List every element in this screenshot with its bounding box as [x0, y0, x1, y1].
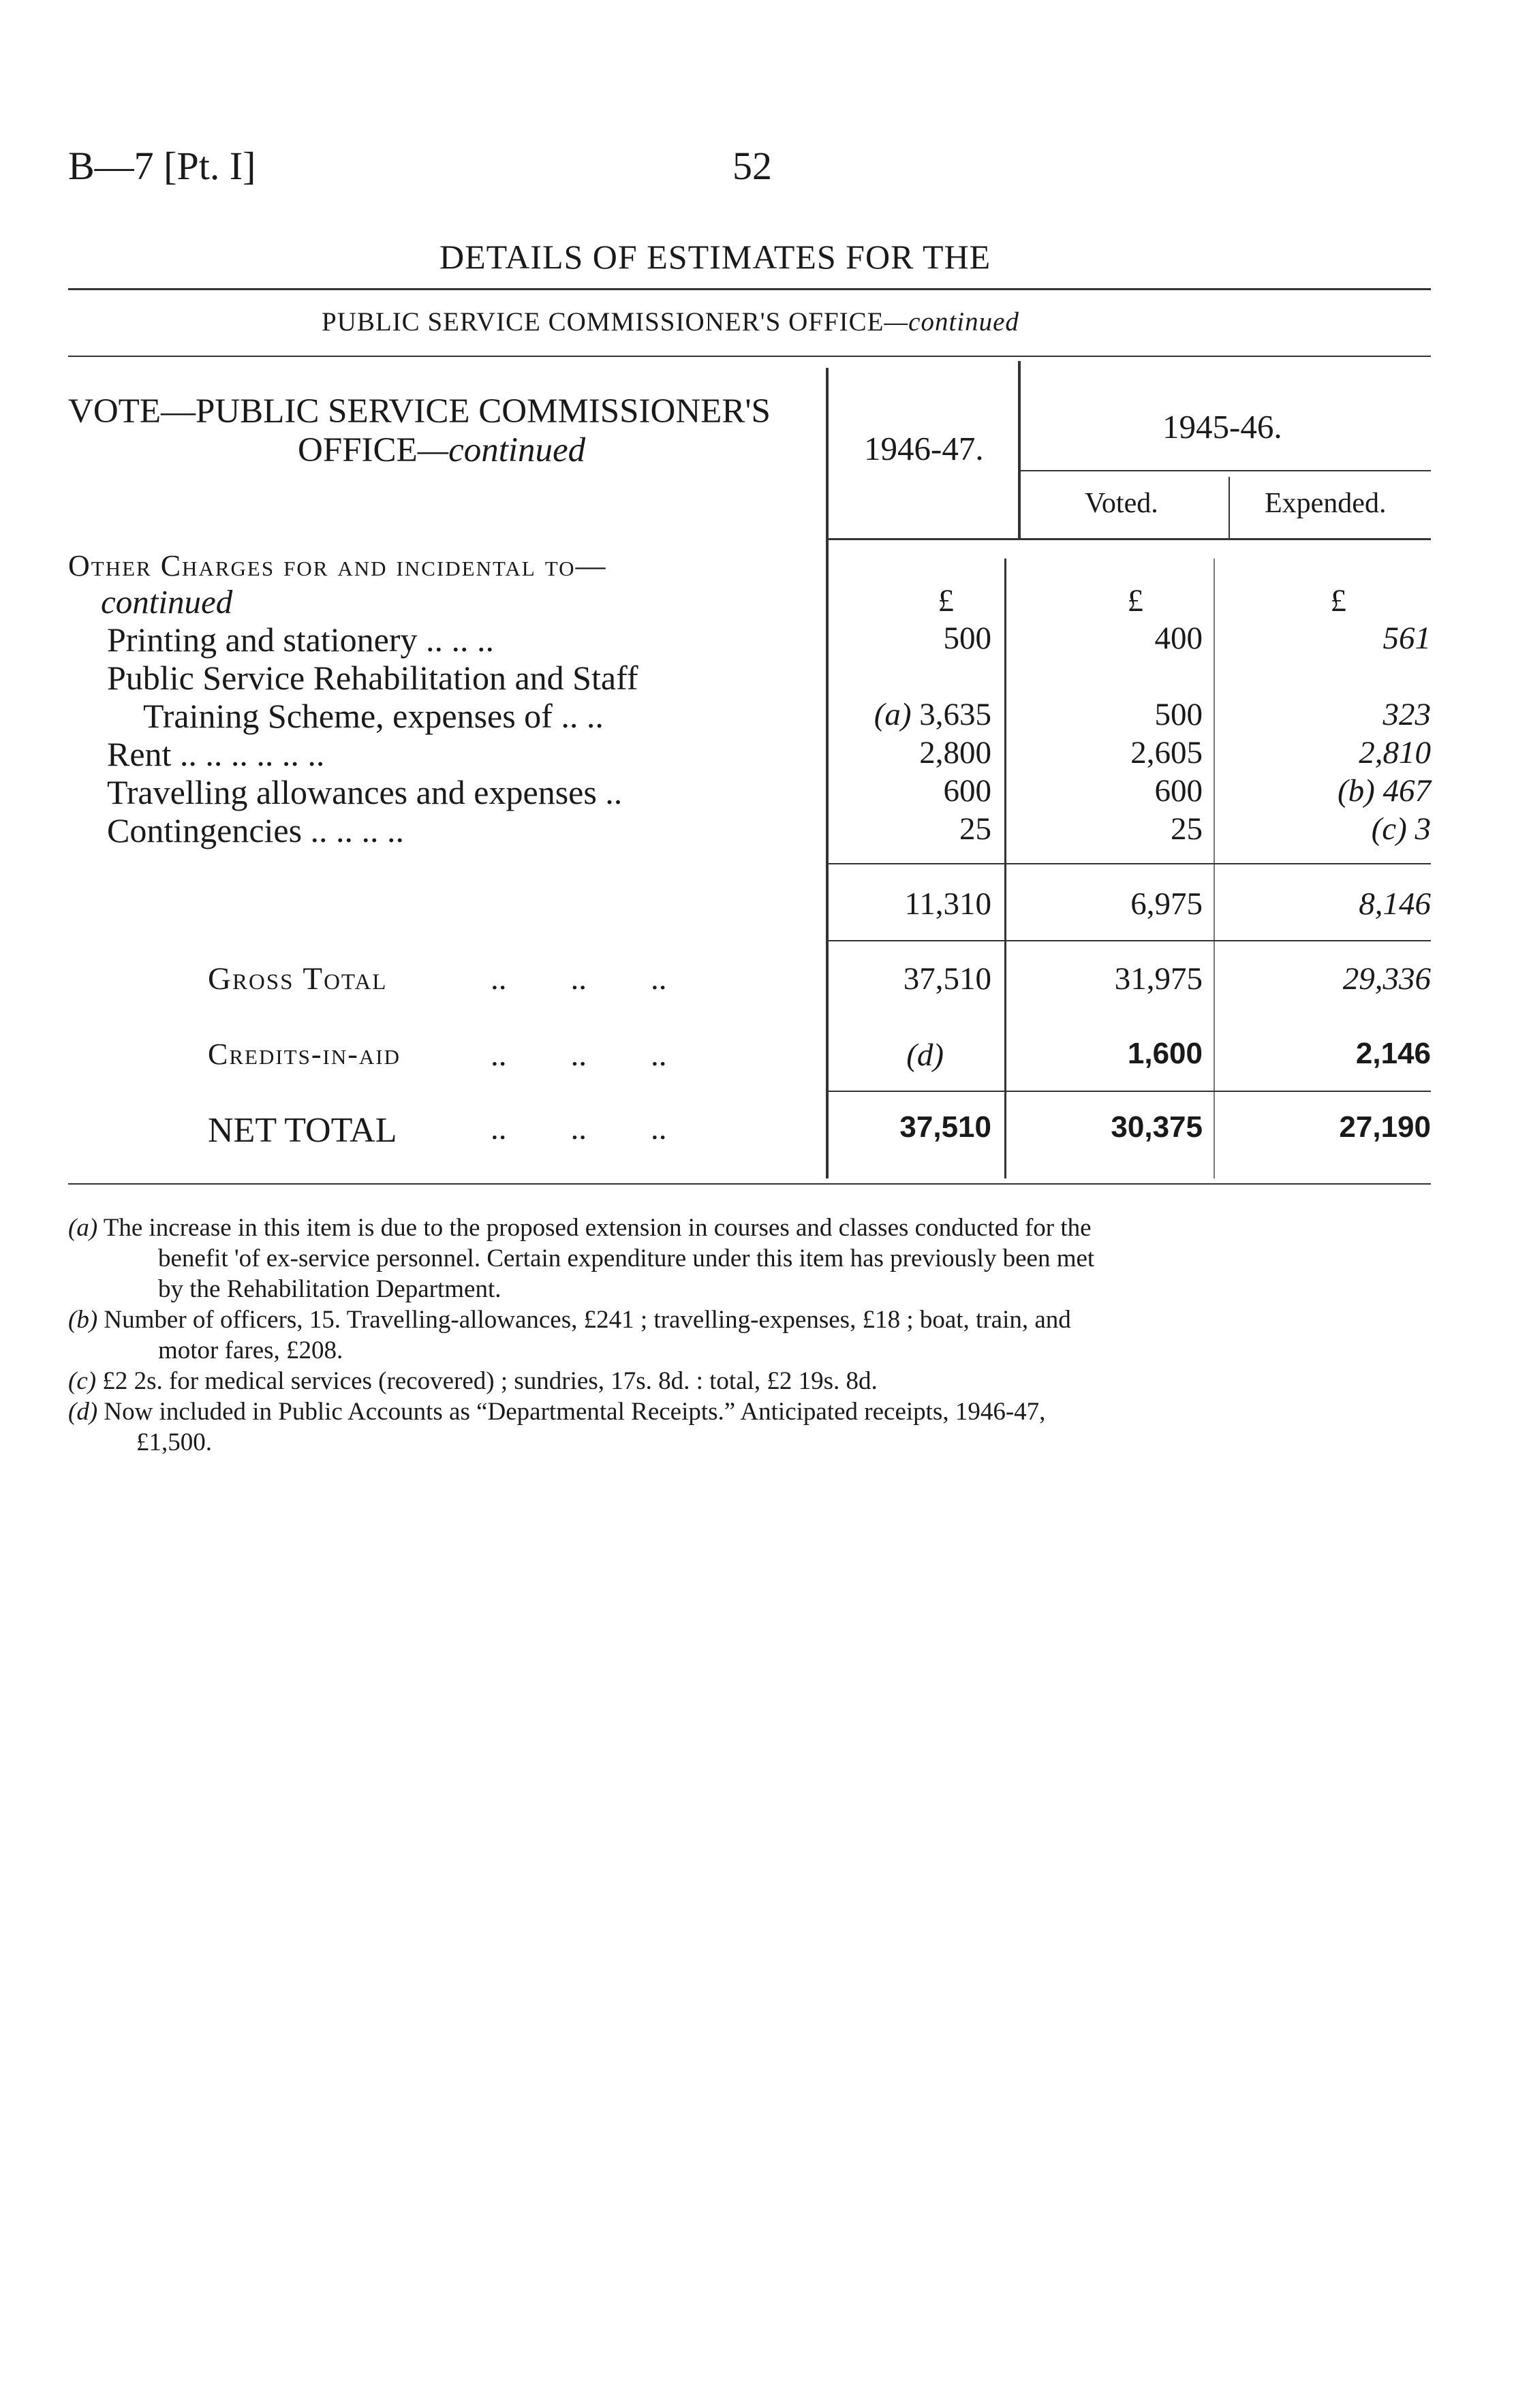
net-total-expended: 27,190 [1339, 1110, 1431, 1144]
column-header-1945: 1945-46. [1162, 408, 1282, 445]
table-divider-left [826, 368, 829, 1178]
footnote-a [68, 1213, 1092, 1243]
footnote-a-line1: The increase in this item is due to the proposed extension in courses and classes conducted for the [103, 1214, 1092, 1242]
row-training-expended: 323 [1383, 697, 1431, 732]
row-rent-1946: 2,800 [919, 735, 991, 770]
row-printing-1946: 500 [943, 621, 991, 656]
footnote-b-cont1: motor fares, £208. [158, 1336, 343, 1364]
subtitle-text: PUBLIC SERVICE COMMISSIONER'S OFFICE [322, 307, 884, 337]
net-total-voted: 30,375 [1111, 1110, 1203, 1144]
row-label-rehabilitation: Public Service Rehabilitation and Staff [107, 659, 638, 697]
credits-in-aid-voted: 1,600 [1127, 1037, 1203, 1070]
row-contingencies-expended [1267, 811, 1431, 847]
table-divider-voted-body [1214, 559, 1215, 1178]
table-divider-voted [1229, 477, 1230, 540]
gross-total-voted: 31,975 [1114, 961, 1203, 997]
net-rule-top [826, 1091, 1431, 1092]
footnote-d-mark: (d) [68, 1398, 98, 1426]
row-printing-voted: 400 [1154, 621, 1203, 656]
vote-title-suffix: —continued [417, 431, 586, 469]
document-reference: B—7 [Pt. I] [68, 144, 256, 188]
column-header-expended: Expended. [1265, 488, 1387, 519]
vote-title-office: OFFICE [298, 431, 418, 469]
footnote-c [68, 1366, 878, 1396]
net-total-1946: 37,510 [899, 1110, 991, 1144]
subtotal-1946: 11,310 [904, 886, 991, 922]
subtitle-suffix: —continued [884, 307, 1019, 337]
currency-voted: £ [1127, 583, 1143, 619]
vote-title-line2 [298, 431, 585, 470]
row-label-contingencies: Contingencies .. .. .. .. [107, 811, 405, 849]
row-training-1946 [818, 696, 991, 733]
section-continued: continued [101, 583, 233, 621]
currency-1946: £ [938, 583, 954, 619]
column-header-1946: 1946-47. [864, 430, 984, 467]
gross-total-dots: .. .. .. [491, 961, 667, 997]
footnote-b-mark: (b) [68, 1306, 98, 1334]
row-contingencies-note: (c) [1371, 811, 1407, 847]
footnote-a-mark: (a) [68, 1214, 98, 1242]
subtotal-rule-top [826, 863, 1431, 864]
row-printing-expended: 561 [1383, 621, 1431, 656]
net-total-dots: .. .. .. [491, 1111, 667, 1146]
row-rent-expended: 2,810 [1359, 735, 1431, 770]
title-rule [68, 288, 1431, 290]
row-training-voted: 500 [1154, 697, 1203, 732]
table-divider-1946 [1018, 361, 1021, 540]
subtitle-rule [68, 356, 1431, 357]
header-rule-1945 [1018, 470, 1431, 471]
gross-total-label: Gross Total [208, 961, 388, 997]
row-travelling-note: (b) [1337, 773, 1375, 809]
vote-title: VOTE—PUBLIC SERVICE COMMISSIONER'S [68, 392, 771, 431]
page-subtitle [322, 307, 1019, 337]
currency-expended: £ [1330, 583, 1346, 619]
footnote-b [68, 1304, 1071, 1335]
row-training-1946-value: 3,635 [919, 697, 991, 732]
table-divider-1946-body [1004, 559, 1006, 1178]
row-contingencies-voted: 25 [1171, 811, 1203, 847]
row-travelling-1946: 600 [943, 773, 991, 809]
footnote-b-line1: Number of officers, 15. Travelling-allowances, £241 ; travelling-expenses, £18 ; boat, train, and [104, 1306, 1071, 1334]
footnote-a-cont1: benefit 'of ex-service personnel. Certain expenditure under this item has previously been met [158, 1245, 1095, 1272]
gross-total-1946: 37,510 [903, 961, 991, 997]
subtotal-rule-bottom [826, 940, 1431, 941]
footnote-d [68, 1396, 1045, 1427]
row-label-training: Training Scheme, expenses of .. .. [143, 697, 604, 735]
row-travelling-voted: 600 [1154, 773, 1203, 809]
section-heading: Other Charges for and incidental to— [68, 549, 607, 582]
gross-total-expended: 29,336 [1342, 961, 1431, 997]
footnote-d-cont1: £1,500. [136, 1428, 212, 1456]
column-header-voted: Voted. [1085, 488, 1158, 519]
table-bottom-rule [68, 1183, 1431, 1185]
credits-in-aid-dots: .. .. .. [491, 1037, 667, 1073]
footnote-d-line1: Now included in Public Accounts as “Departmental Receipts.” Anticipated receipts, 1946-47, [104, 1398, 1046, 1426]
row-training-note: (a) [874, 697, 912, 732]
row-contingencies-expended-value: 3 [1415, 811, 1431, 847]
row-label-travelling: Travelling allowances and expenses .. [107, 773, 623, 811]
credits-in-aid-1946: (d) [906, 1037, 944, 1073]
subtotal-expended: 8,146 [1359, 886, 1431, 922]
subtotal-voted: 6,975 [1130, 886, 1203, 922]
row-label-rent: Rent .. .. .. .. .. .. [107, 735, 325, 773]
row-rent-voted: 2,605 [1130, 735, 1203, 770]
net-total-label: NET TOTAL [208, 1111, 397, 1150]
page-title: DETAILS OF ESTIMATES FOR THE [439, 238, 991, 276]
row-contingencies-1946: 25 [959, 811, 991, 847]
page-number: 52 [732, 144, 772, 188]
row-label-printing: Printing and stationery .. .. .. [107, 621, 494, 659]
credits-in-aid-label: Credits-in-aid [208, 1037, 401, 1071]
footnote-c-line1: £2 2s. for medical services (recovered) ; sundries, 17s. 8d. : total, £2 19s. 8d. [102, 1367, 878, 1395]
credits-in-aid-expended: 2,146 [1355, 1037, 1431, 1070]
header-rule-bottom [826, 538, 1431, 540]
footnote-c-mark: (c) [68, 1367, 97, 1395]
row-travelling-expended [1267, 772, 1431, 809]
row-travelling-expended-value: 467 [1383, 773, 1431, 809]
footnote-a-cont2: by the Rehabilitation Department. [158, 1275, 501, 1303]
